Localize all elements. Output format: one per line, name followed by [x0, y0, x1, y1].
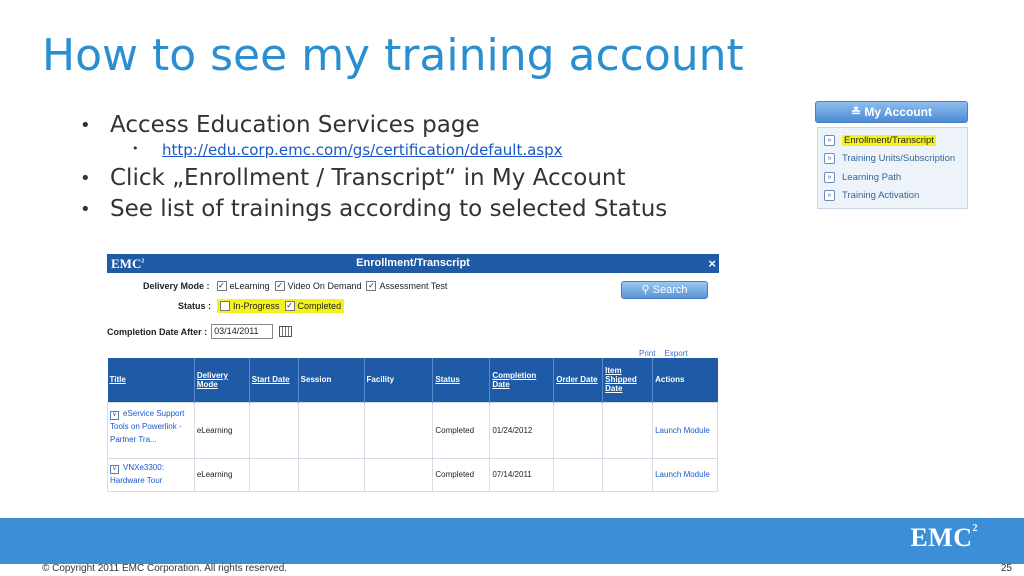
column-header-session: Session — [298, 358, 364, 402]
checkbox-label: In-Progress — [233, 301, 280, 311]
my-account-menu — [817, 127, 968, 209]
bullet-list — [80, 110, 667, 225]
menu-item-training-activation[interactable] — [824, 187, 967, 206]
checkbox-label: Video On Demand — [287, 281, 362, 291]
column-header-item-shipped-date[interactable]: Item Shipped Date — [603, 358, 653, 402]
menu-item-label: Training Activation — [842, 190, 920, 202]
page-number: 25 — [1000, 563, 1012, 574]
completion-date-input[interactable]: 03/14/2011 — [211, 324, 273, 339]
menu-item-label: Training Units/Subscription — [842, 153, 956, 165]
row-delivery: eLearning — [194, 402, 249, 458]
menu-item-label: Enrollment/Transcript — [844, 134, 934, 146]
transcript-table — [107, 358, 718, 492]
course-title[interactable]: VNXe3300: Hardware Tour — [110, 462, 164, 485]
row-facility — [364, 458, 433, 491]
row-order-date — [554, 458, 603, 491]
row-completion-date: 07/14/2011 — [490, 458, 554, 491]
bullet-marker: • — [80, 199, 91, 220]
footer-bar — [0, 518, 1024, 564]
sub-bullet-item — [80, 141, 667, 163]
column-header-completion-date[interactable]: Completion Date — [490, 358, 554, 402]
row-delivery: eLearning — [194, 458, 249, 491]
enrollment-window — [107, 254, 719, 494]
my-account-label: My Account — [864, 105, 932, 119]
bullet-marker: • — [80, 168, 91, 189]
row-title[interactable] — [108, 458, 195, 491]
completion-date-label: Completion Date After : — [107, 326, 208, 337]
bullet-item — [80, 110, 667, 141]
course-title[interactable]: eService Support Tools on Powerlink - Partner Tra... — [110, 408, 185, 444]
column-header-actions: Actions — [653, 358, 718, 402]
menu-item-learning-path[interactable] — [824, 168, 967, 187]
search-button[interactable] — [621, 281, 708, 299]
row-order-date — [554, 402, 603, 458]
row-status: Completed — [433, 458, 490, 491]
emc-logo: EMC$^2$ — [910, 523, 978, 552]
slide-title: How to see my training account — [42, 30, 744, 81]
table-row — [108, 458, 718, 491]
row-session — [298, 402, 364, 458]
my-account-panel — [815, 101, 968, 209]
row-shipped-date — [603, 458, 653, 491]
search-label: Search — [652, 284, 688, 296]
checkbox-assessment-test[interactable]: ✓ — [368, 281, 375, 290]
row-session — [298, 458, 364, 491]
column-header-title[interactable]: Title — [108, 358, 195, 402]
double-chevron-down-icon: ≛ — [851, 105, 865, 119]
status-label: Status : — [178, 301, 212, 311]
double-chevron-right-icon: » — [824, 172, 835, 183]
export-link[interactable]: Export — [664, 349, 688, 358]
my-account-header[interactable] — [815, 101, 968, 123]
bullet-text: Access Education Services page — [110, 112, 480, 138]
bullet-item — [80, 163, 667, 194]
row-status: Completed — [433, 402, 490, 458]
menu-item-training-units[interactable] — [824, 150, 967, 169]
close-icon[interactable]: × — [708, 256, 716, 271]
checkbox-video-on-demand[interactable]: ✓ — [276, 281, 283, 290]
window-title-bar — [107, 254, 719, 273]
window-title: Enrollment/Transcript — [356, 257, 470, 269]
menu-item-label: Learning Path — [842, 171, 902, 183]
column-header-start-date[interactable]: Start Date — [249, 358, 298, 402]
table-row — [108, 402, 718, 458]
row-title[interactable] — [108, 402, 195, 458]
print-link[interactable]: Print — [639, 349, 656, 358]
column-header-order-date[interactable]: Order Date — [554, 358, 603, 402]
row-start-date — [249, 402, 298, 458]
row-completion-date: 01/24/2012 — [490, 402, 554, 458]
column-header-delivery-mode[interactable]: Delivery Mode — [194, 358, 249, 402]
status-row — [178, 299, 344, 313]
row-start-date — [249, 458, 298, 491]
delivery-mode-row — [143, 281, 452, 291]
column-header-facility: Facility — [364, 358, 433, 402]
completion-date-row — [107, 324, 292, 339]
bullet-item — [80, 194, 667, 225]
calendar-icon[interactable] — [279, 326, 292, 337]
double-chevron-right-icon: » — [824, 190, 835, 201]
expand-icon[interactable]: ∨ — [110, 465, 119, 474]
launch-module-link[interactable]: Launch Module — [653, 458, 718, 491]
table-header-row — [108, 358, 718, 402]
row-facility — [364, 402, 433, 458]
checkbox-label: eLearning — [229, 281, 270, 291]
checkbox-elearning[interactable]: ✓ — [218, 281, 225, 290]
emc-logo: EMC$^2$ — [111, 256, 145, 271]
search-icon: ⚲ — [641, 284, 653, 296]
menu-item-enrollment-transcript[interactable] — [824, 131, 967, 150]
column-header-status[interactable]: Status — [433, 358, 490, 402]
bullet-marker: • — [80, 115, 91, 136]
copyright-text: © Copyright 2011 EMC Corporation. All rights reserved. — [42, 563, 288, 574]
row-shipped-date — [603, 402, 653, 458]
checkbox-label: Assessment Test — [379, 281, 448, 291]
status-options-highlight — [217, 299, 344, 313]
checkbox-completed[interactable]: ✓ — [286, 301, 293, 310]
bullet-text: See list of trainings according to selected Status — [110, 196, 668, 222]
sub-bullet-marker: • — [132, 142, 139, 155]
launch-module-link[interactable]: Launch Module — [653, 402, 718, 458]
expand-icon[interactable]: ∨ — [110, 411, 119, 420]
checkbox-in-progress[interactable] — [220, 301, 230, 311]
double-chevron-right-icon: » — [824, 135, 835, 146]
education-services-link[interactable]: http://edu.corp.emc.com/gs/certification/default.aspx — [162, 141, 563, 159]
double-chevron-right-icon: » — [824, 153, 835, 164]
table-actions — [639, 349, 697, 358]
bullet-text: Click „Enrollment / Transcript“ in My Account — [110, 165, 626, 191]
checkbox-label: Completed — [297, 301, 342, 311]
delivery-mode-label: Delivery Mode : — [143, 281, 210, 291]
